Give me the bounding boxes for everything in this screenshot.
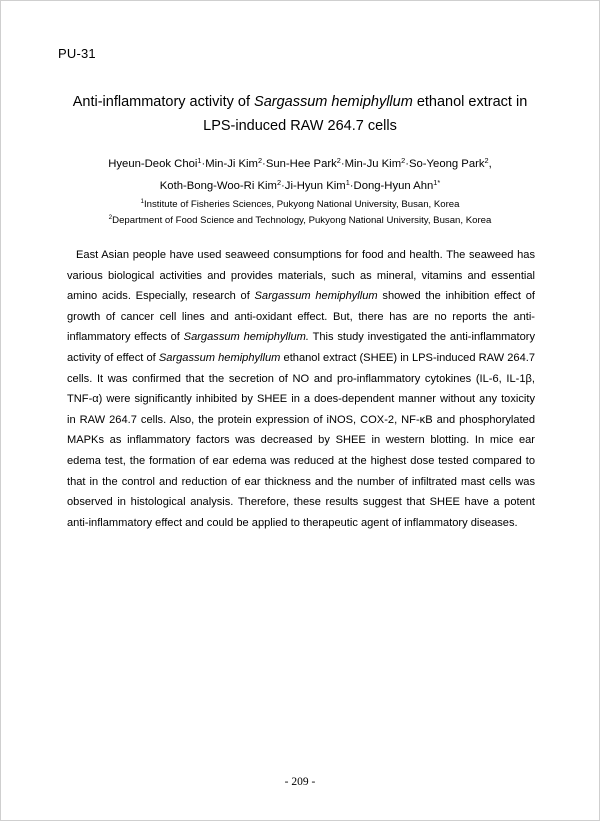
abstract-text: showed the inhibition effect of growth of cancer cell lines and anti-oxidant effect. But, there has are no reports the anti-inflammatory effects of bbox=[67, 290, 535, 344]
author-affil-mark: 1* bbox=[433, 178, 441, 187]
abstract-text: East Asian people have used seaweed consumptions for food and health. The seaweed has various biological activities and provides materials, such as mineral, vitamins and essential amino acids. Especially, research of bbox=[67, 249, 535, 303]
author-name: Koth-Bong-Woo-Ri Kim bbox=[159, 180, 277, 192]
abstract-species: Sargassum hemiphyllum bbox=[158, 351, 281, 364]
author-line-comma: , bbox=[488, 158, 492, 170]
author-separator: · bbox=[201, 158, 206, 170]
author-affil-mark: 1 bbox=[197, 156, 202, 165]
affiliation-text: Institute of Fisheries Sciences, Pukyong National University, Busan, Korea bbox=[143, 199, 460, 210]
author-affil-mark: 1 bbox=[345, 178, 350, 187]
abstract-text: This study investigated the anti-inflammatory activity of effect of bbox=[67, 331, 535, 364]
title-line-2: LPS-induced RAW 264.7 cells bbox=[203, 118, 397, 134]
author-line-1 bbox=[60, 153, 540, 175]
abstract-text: ethanol extract (SHEE) in LPS-induced RAW 264.7 cells. It was confirmed that the secretion of NO and pro-inflammatory cytokines (IL-6, IL-1β, TNF-α) were significantly inhibited by SHEE in a does-dependent manner without any toxicity in RAW 264.7 cells. Also, the protein expression of iNOS, COX-2, NF-κB and phosphorylated MAPKs as inflammatory factors was decreased by SHEE in western blotting. In mice ear edema test, the formation of ear edema was reduced at the highest dose tested compared to that in the control and reduction of ear thickness and the number of infiltrated mast cells was observed in histological analysis. Therefore, these results suggest that SHEE have a potent anti-inflammatory effect and could be applied to therapeutic agent of inflammatory diseases. bbox=[67, 351, 535, 529]
title-part-2: ethanol extract in bbox=[412, 94, 528, 110]
author-name: Ji-Hyun Kim bbox=[284, 180, 346, 192]
author-affil-mark: 2 bbox=[484, 156, 489, 165]
affiliation-text: Department of Food Science and Technology, Pukyong National University, Busan, Korea bbox=[112, 215, 492, 226]
page-number: - 209 - bbox=[284, 776, 316, 788]
abstract-species: Sargassum hemiphyllum bbox=[254, 290, 378, 303]
author-name: Dong-Hyun Ahn bbox=[353, 180, 434, 192]
author-separator: · bbox=[349, 180, 354, 192]
title-part-1: Anti-inflammatory activity of bbox=[72, 94, 255, 110]
title-line-1 bbox=[40, 90, 560, 114]
author-separator: · bbox=[262, 158, 266, 170]
affiliation-2 bbox=[40, 214, 560, 228]
author-affil-mark: 2 bbox=[257, 156, 263, 165]
abstract-species: Sargassum hemiphyllum. bbox=[183, 331, 309, 344]
author-list bbox=[60, 153, 540, 197]
author-affil-mark: 2 bbox=[336, 156, 341, 165]
author-name: Hyeun-Deok Choi bbox=[108, 158, 198, 170]
author-line-2 bbox=[60, 175, 540, 197]
affiliation-mark: 1 bbox=[140, 198, 144, 205]
author-separator: · bbox=[340, 158, 345, 170]
abstract-paragraph bbox=[67, 245, 535, 533]
affiliation-1 bbox=[40, 198, 560, 212]
author-name: So-Yeong Park bbox=[408, 158, 485, 170]
author-name: Min-Ji Kim bbox=[205, 158, 258, 170]
author-affil-mark: 2 bbox=[401, 156, 406, 165]
author-separator: · bbox=[281, 180, 285, 192]
abstract-body bbox=[67, 245, 535, 533]
author-separator: · bbox=[405, 158, 409, 170]
paper-title bbox=[40, 90, 560, 138]
author-name: Min-Ju Kim bbox=[344, 158, 402, 170]
affiliation-mark: 2 bbox=[108, 214, 113, 221]
title-species: Sargassum hemiphyllum bbox=[254, 94, 413, 110]
author-affil-mark: 2 bbox=[276, 178, 282, 187]
author-name: Sun-Hee Park bbox=[265, 158, 337, 170]
abstract-code: PU-31 bbox=[58, 46, 96, 61]
